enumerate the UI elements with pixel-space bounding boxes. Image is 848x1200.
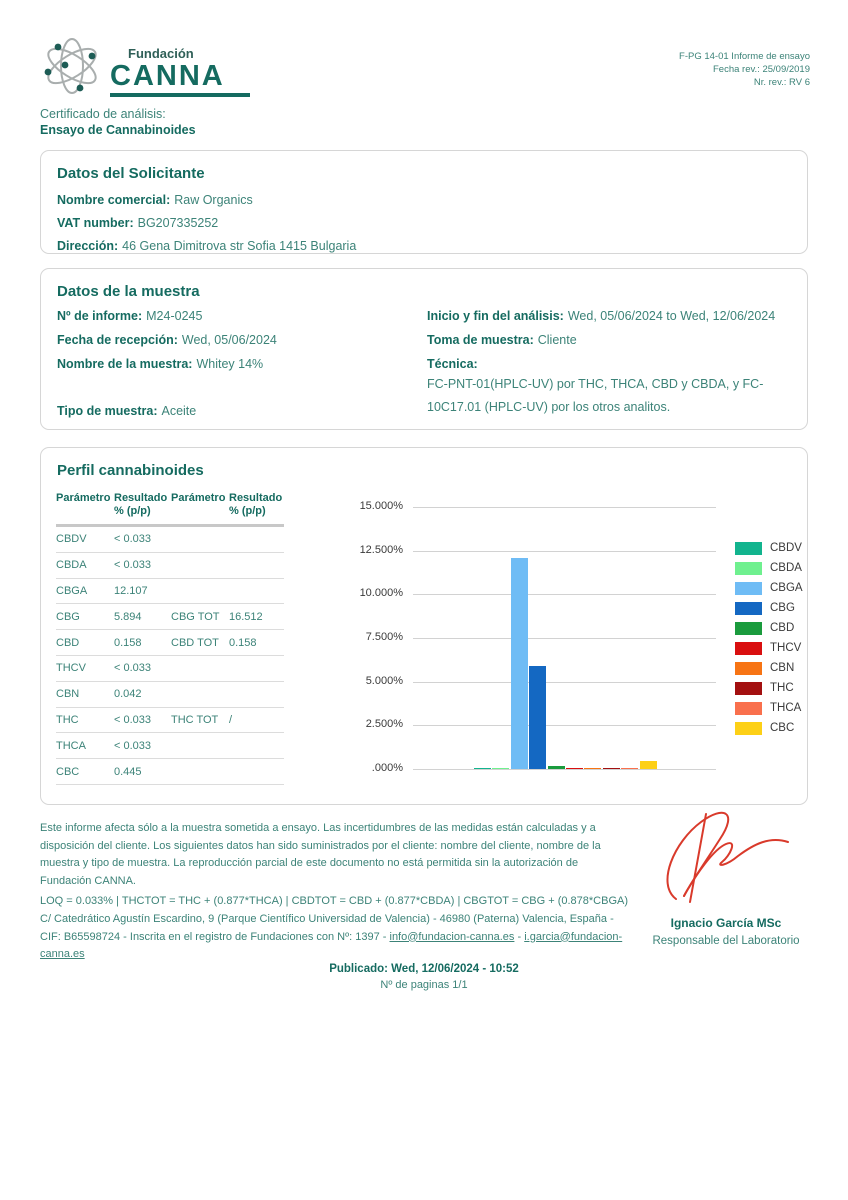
legend-label: THC	[770, 682, 794, 694]
chart-ytick-label: 2.500%	[365, 718, 403, 730]
table-cell: 0.042	[114, 688, 142, 701]
table-cell: CBGA	[56, 584, 88, 597]
cannabinoid-table	[56, 492, 284, 785]
legend-label: CBC	[770, 722, 795, 734]
chart-bar-cbn	[584, 768, 601, 769]
chart-gridline	[413, 638, 716, 639]
chart-gridline	[413, 551, 716, 552]
table-row	[56, 682, 284, 708]
table-cell: 0.445	[114, 765, 142, 778]
table-column-header: Parámetro	[56, 492, 111, 504]
disclaimer-block	[40, 820, 632, 911]
legend-item-cbc	[735, 718, 803, 738]
legend-label: CBG	[770, 602, 795, 614]
table-column-header: Parámetro	[171, 492, 226, 504]
chart-ytick-label: 7.500%	[365, 631, 403, 643]
table-row	[56, 759, 284, 785]
doc-ref-line: Nr. rev.: RV 6	[753, 77, 810, 88]
chart-bar-thcv	[566, 768, 583, 769]
chart-bar-cbga	[511, 558, 528, 769]
disclaimer-text: Este informe afecta sólo a la muestra sometida a ensayo. Las incertidumbres de las medidas están calculadas y a disposición del cliente. Los siguientes datos han sido suministrados por el cliente: nombre del cliente, nombre de la muestra y tipo de muestra. La reproducción parcial de este documento no está permitida sin la autorización de Fundación CANNA.	[40, 822, 601, 887]
table-row	[56, 708, 284, 734]
table-row	[56, 579, 284, 605]
brand-canna: CANNA	[110, 60, 225, 92]
table-cell: < 0.033	[114, 662, 152, 675]
table-cell: < 0.033	[114, 739, 152, 752]
perfil-title: Perfil cannabinoides	[57, 462, 204, 479]
page-count: Nº de paginas 1/1	[380, 979, 468, 991]
doc-ref-line: Fecha rev.: 25/09/2019	[713, 64, 810, 75]
table-row	[56, 656, 284, 682]
signature-block	[626, 804, 826, 947]
signatory-name: Ignacio García MSc	[670, 916, 782, 930]
chart-legend	[735, 538, 803, 738]
loq-formula-text: LOQ = 0.033% | THCTOT = THC + (0.877*THCA) | CBDTOT = CBD + (0.877*CBDA) | CBGTOT = CBG + (0.878*CBGA)	[40, 895, 629, 907]
chart-bar-cbd	[548, 766, 565, 769]
legend-item-cbn	[735, 658, 803, 678]
chart-bar-cbg	[529, 666, 546, 769]
chart-bar-cbc	[640, 761, 657, 769]
tecnica-description: FC-PNT-01(HPLC-UV) por THC, THCA, CBD y CBDA, y FC-10C17.01 (HPLC-UV) por los otros analitos.	[427, 377, 764, 414]
legend-label: CBGA	[770, 582, 803, 594]
perfil-box	[40, 447, 808, 805]
legend-swatch	[735, 622, 762, 635]
doc-ref-line: F-PG 14-01 Informe de ensayo	[679, 51, 810, 62]
legend-item-cbg	[735, 598, 803, 618]
table-cell: /	[229, 713, 233, 726]
legend-label: CBN	[770, 662, 795, 674]
legend-swatch	[735, 562, 762, 575]
table-column-header: Resultado % (p/p)	[229, 492, 283, 517]
field-vat-number: VAT number: BG207335252	[57, 216, 219, 230]
table-cell: CBDA	[56, 559, 87, 572]
table-row	[56, 604, 284, 630]
table-cell: THCV	[56, 662, 86, 675]
table-cell: CBDV	[56, 533, 87, 546]
table-cell: THC TOT	[171, 713, 219, 726]
legend-label: THCV	[770, 642, 802, 654]
field-fecha-recepcion: Fecha de recepción: Wed, 05/06/2024	[57, 333, 277, 347]
legend-item-cbdv	[735, 538, 803, 558]
table-cell: CBD	[56, 636, 80, 649]
table-cell: 0.158	[114, 636, 142, 649]
table-cell: 5.894	[114, 610, 142, 623]
legend-item-cbd	[735, 618, 803, 638]
table-cell: 0.158	[229, 636, 257, 649]
muestra-title: Datos de la muestra	[57, 283, 200, 300]
table-cell: 12.107	[114, 584, 148, 597]
field-tecnica-label: Técnica:	[427, 357, 478, 371]
chart-gridline	[413, 769, 716, 770]
chart-plot	[359, 500, 716, 774]
chart-ytick-label: 12.500%	[359, 544, 403, 556]
table-cell: < 0.033	[114, 533, 152, 546]
published-date: Publicado: Wed, 12/06/2024 - 10:52	[329, 963, 519, 975]
table-cell: 16.512	[229, 610, 263, 623]
signature-icon	[646, 804, 806, 909]
table-cell: CBC	[56, 765, 80, 778]
field-direccion: Dirección: 46 Gena Dimitrova str Sofia 1415 Bulgaria	[57, 239, 357, 253]
table-column-header: Resultado % (p/p)	[114, 492, 168, 517]
field-tipo-muestra: Tipo de muestra: Aceite	[57, 404, 197, 418]
field-toma-muestra: Toma de muestra: Cliente	[427, 333, 577, 347]
chart-bar-cbda	[492, 768, 509, 769]
table-cell: CBG	[56, 610, 80, 623]
legend-label: CBDA	[770, 562, 802, 574]
table-cell: < 0.033	[114, 713, 152, 726]
chart-bar-thc	[603, 768, 620, 769]
publication-block	[0, 963, 848, 991]
legend-item-thcv	[735, 638, 803, 658]
legend-swatch	[735, 682, 762, 695]
field-nombre-muestra: Nombre de la muestra: Whitey 14%	[57, 357, 264, 371]
legend-label: THCA	[770, 702, 802, 714]
legend-item-thca	[735, 698, 803, 718]
chart-bar-cbdv	[474, 768, 491, 769]
chart-bar-thca	[621, 768, 638, 769]
email-link-igarcia[interactable]: i.garcia@fundacion-canna.es	[40, 930, 623, 960]
chart-ytick-label: 5.000%	[365, 675, 403, 687]
field-num-informe: Nº de informe: M24-0245	[57, 309, 203, 323]
legend-label: CBD	[770, 622, 795, 634]
legend-swatch	[735, 542, 762, 555]
chart-gridline	[413, 507, 716, 508]
legend-swatch	[735, 662, 762, 675]
chart-gridline	[413, 725, 716, 726]
table-cell: CBN	[56, 688, 80, 701]
atom-icon	[40, 36, 104, 98]
brand-underline	[110, 93, 250, 97]
table-cell: CBD TOT	[171, 636, 219, 649]
chart-gridline	[413, 594, 716, 595]
legend-swatch	[735, 602, 762, 615]
chart-ytick-label: 10.000%	[359, 587, 403, 599]
brand-fundacion: Fundación	[128, 46, 194, 61]
table-cell: CBG TOT	[171, 610, 220, 623]
legend-swatch	[735, 702, 762, 715]
signatory-role: Responsable del Laboratorio	[652, 935, 800, 947]
address-block	[40, 911, 632, 964]
table-cell: THCA	[56, 739, 86, 752]
document-reference	[679, 50, 810, 89]
table-row	[56, 733, 284, 759]
table-body	[56, 527, 284, 785]
legend-label: CBDV	[770, 542, 802, 554]
address-text: C/ Catedrático Agustín Escardino, 9 (Parque Científico Universidad de Valencia) - 46980 (Paterna) Valencia, España - CIF: B65598724 - Inscrita en el registro de Fundaciones con Nº: 1397 -	[40, 913, 614, 943]
table-cell: THC	[56, 713, 79, 726]
muestra-box	[40, 268, 808, 430]
legend-item-thc	[735, 678, 803, 698]
chart-ytick-label: .000%	[371, 762, 403, 774]
email-separator: -	[514, 930, 525, 943]
table-row	[56, 630, 284, 656]
field-inicio-fin: Inicio y fin del análisis: Wed, 05/06/2024 to Wed, 12/06/2024	[427, 309, 776, 323]
legend-item-cbga	[735, 578, 803, 598]
certificate-title	[40, 106, 196, 138]
legend-swatch	[735, 642, 762, 655]
table-cell: < 0.033	[114, 559, 152, 572]
legend-swatch	[735, 582, 762, 595]
field-nombre-comercial: Nombre comercial: Raw Organics	[57, 193, 253, 207]
table-row	[56, 527, 284, 553]
chart-gridline	[413, 682, 716, 683]
solicitante-box	[40, 150, 808, 254]
legend-swatch	[735, 722, 762, 735]
table-header-row	[56, 492, 284, 527]
email-link-info[interactable]: info@fundacion-canna.es	[389, 930, 515, 943]
brand-logo	[40, 36, 250, 98]
certificate-title-line1: Certificado de análisis:	[40, 107, 166, 121]
legend-item-cbda	[735, 558, 803, 578]
solicitante-title: Datos del Solicitante	[57, 165, 205, 182]
chart-ytick-label: 15.000%	[359, 500, 403, 512]
certificate-title-line2: Ensayo de Cannabinoides	[40, 123, 196, 137]
table-row	[56, 553, 284, 579]
